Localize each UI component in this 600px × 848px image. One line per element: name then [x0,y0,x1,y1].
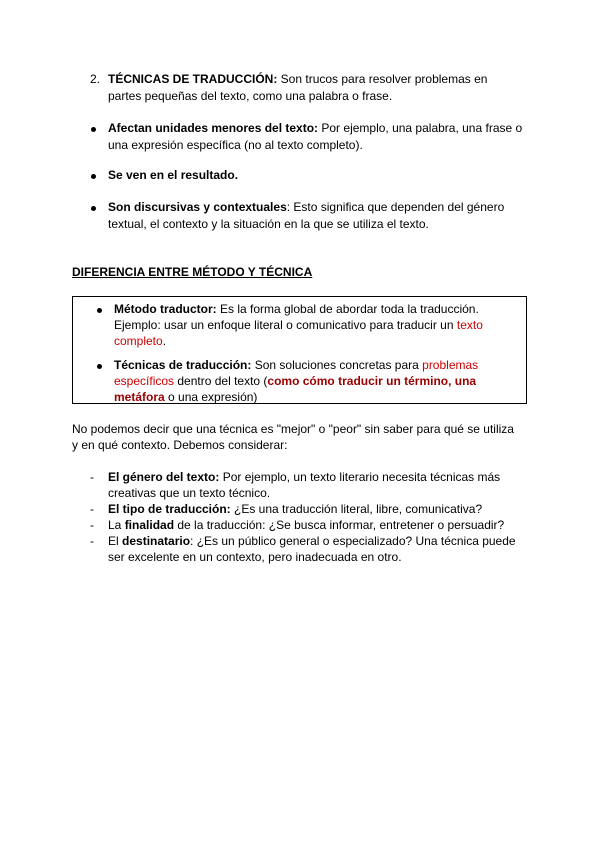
list-item-3-pre: La [108,518,125,532]
bullet-dot [91,127,96,132]
list-item-3 [108,517,504,533]
method-highlight: texto [456,318,483,332]
list-dash: - [90,518,94,532]
bullet-1-text: Por ejemplo, una palabra, una frase o [318,121,523,135]
technique-highlight: específicos [114,374,175,388]
technique-highlight: problemas [422,358,479,372]
technique-emphasis: metáfora [114,390,165,404]
list-item-2-title: El tipo de traducción: [108,502,231,516]
list-item-4-pre: El [108,534,123,548]
box-technique-line-1 [114,357,478,373]
method-text: Es la forma global de abordar toda la traducción. [216,302,479,316]
section-text-line-2: partes pequeñas del texto, como una palabra o frase. [108,89,393,103]
list-item-1-title: El género del texto: [108,470,220,484]
paragraph-line-2: y en qué contexto. Debemos considerar: [72,438,288,452]
paragraph-line-1: No podemos decir que una técnica es "mejor" o "peor" sin saber para qué se utiliza [72,422,514,436]
bullet-1 [108,120,522,136]
section-heading: DIFERENCIA ENTRE MÉTODO Y TÉCNICA [72,265,313,279]
list-dash: - [90,534,94,548]
box-method-line-2 [114,317,483,333]
section-number: 2. [90,72,101,86]
list-item-3-text: de la traducción: ¿Se busca informar, entretener o persuadir? [174,518,505,532]
list-dash: - [90,470,94,484]
bullet-dot [97,364,102,369]
bullet-3-title: Son discursivas y contextuales [108,200,287,214]
list-item-4 [108,533,516,549]
section-title: TÉCNICAS DE TRADUCCIÓN: [108,72,278,86]
bullet-3-text: : Esto significa que dependen del género [286,200,505,214]
method-text: . [162,334,167,348]
list-item-4-text: : ¿Es un público general o especializado? Una técnica puede [190,534,516,548]
list-item-1 [108,469,500,485]
bullet-2: Se ven en el resultado. [108,168,239,182]
section-text: Son trucos para resolver problemas en [277,72,488,86]
list-item-2 [108,501,482,517]
method-text: Ejemplo: usar un enfoque literal o comunicativo para traducir un [114,318,457,332]
box-method-line-3 [114,333,166,349]
technique-text: dentro del texto ( [174,374,268,388]
list-item-3-title: finalidad [124,518,175,532]
bullet-1-title: Afectan unidades menores del texto: [108,121,319,135]
bullet-dot [97,308,102,313]
list-dash: - [90,502,94,516]
bullet-3-line-2: textual, el contexto y la situación en la que se utiliza el texto. [108,217,429,231]
technique-text: Son soluciones concretas para [251,358,423,372]
bullet-1-line-2: una expresión específica (no al texto completo). [108,138,363,152]
technique-emphasis: como cómo traducir un término, una [267,374,477,388]
box-technique-line-3 [114,389,257,405]
box-technique-line-2 [114,373,476,389]
technique-text: o una expresión) [164,390,258,404]
technique-title: Técnicas de traducción: [114,358,252,372]
bullet-dot [91,174,96,179]
list-item-1-line-2: creativas que un texto técnico. [108,486,271,500]
bullet-dot [91,206,96,211]
list-item-1-text: Por ejemplo, un texto literario necesita técnicas más [219,470,501,484]
box-method-line-1 [114,301,479,317]
section-title-line [108,71,487,87]
list-item-4-line-2: ser excelente en un contexto, pero inadecuada en otro. [108,550,402,564]
list-item-2-text: ¿Es una traducción literal, libre, comunicativa? [230,502,483,516]
method-title: Método traductor: [114,302,217,316]
bullet-3 [108,199,504,215]
method-highlight: completo [114,334,163,348]
list-item-4-title: destinatario [122,534,191,548]
